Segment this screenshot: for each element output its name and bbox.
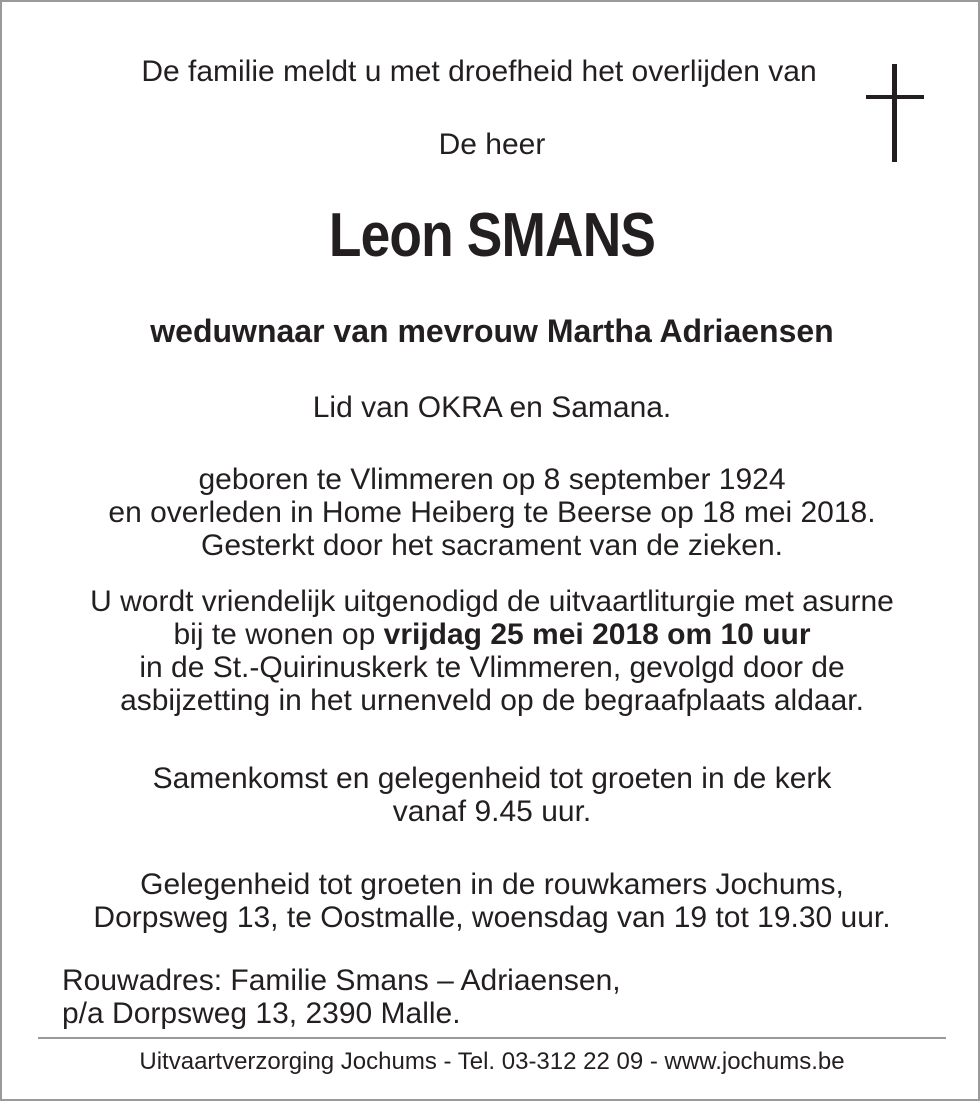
address-line-2: p/a Dorpsweg 13, 2390 Malle. [62,997,461,1030]
greeting-line-1: Gelegenheid tot groeten in de rouwkamers Jochums, [140,868,844,901]
funeral-line-2-prefix: bij te wonen op [173,618,384,651]
widower-line: weduwnaar van mevrouw Martha Adriaensen [150,313,834,349]
deceased-name: Leon SMANS [328,201,656,270]
sacrament-line: Gesterkt door het sacrament van de zieken. [201,529,783,562]
funeral-home-footer: Uitvaartverzorging Jochums - Tel. 03-312 22 09 - www.jochums.be [139,1048,845,1075]
funeral-line-3: in de St.-Quirinuskerk te Vlimmeren, gevolgd door de [139,651,845,684]
gathering-block [2,762,980,828]
footer-divider [38,1037,946,1039]
intro-text: De familie meldt u met droefheid het overlijden van [141,55,817,88]
funeral-line-2 [2,618,980,651]
birth-death-block [2,463,980,562]
birth-line: geboren te Vlimmeren op 8 september 1924 [198,463,786,496]
mourning-address [62,964,621,1030]
funeral-line-1: U wordt vriendelijk uitgenodigd de uitvaartliturgie met asurne [90,585,894,618]
greeting-block [2,868,980,934]
funeral-date: vrijdag 25 mei 2018 om 10 uur [383,618,811,651]
honorific: De heer [438,128,546,161]
gathering-line-1: Samenkomst en gelegenheid tot groeten in de kerk [152,762,832,795]
death-line: en overleden in Home Heiberg te Beerse op 18 mei 2018. [108,496,876,529]
greeting-line-2: Dorpsweg 13, te Oostmalle, woensdag van 19 tot 19.30 uur. [93,901,891,934]
address-line-1: Rouwadres: Familie Smans – Adriaensen, [62,964,621,997]
funeral-line-4: asbijzetting in het urnenveld op de begraafplaats aldaar. [120,684,864,717]
gathering-line-2: vanaf 9.45 uur. [392,795,592,828]
funeral-invitation [2,585,980,717]
membership-line: Lid van OKRA en Samana. [312,391,672,424]
